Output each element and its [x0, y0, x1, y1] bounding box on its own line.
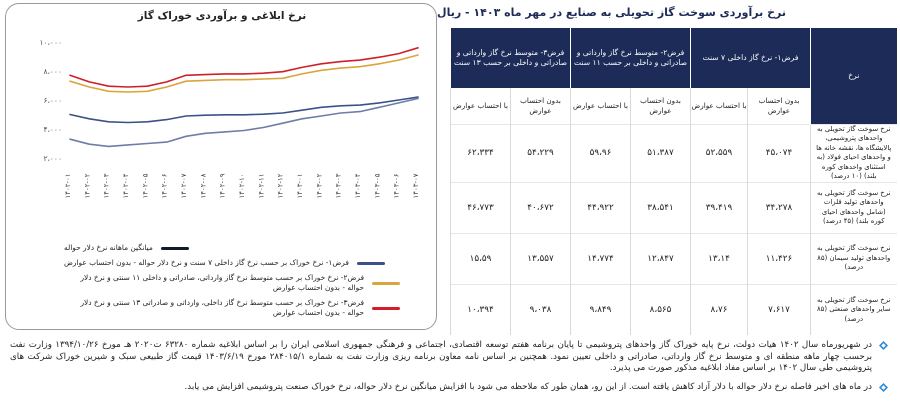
- diamond-bullet-icon: [879, 341, 888, 350]
- x-tick-label: ۱۴۰۲-۰۹: [218, 173, 227, 199]
- table-cell: ۴۰،۶۷۲: [511, 182, 571, 233]
- subheader-without-fees: بدون احتساب عوارض: [511, 88, 571, 124]
- x-tick-label: ۱۴۰۳-۰۳: [334, 173, 343, 199]
- x-tick-label: ۱۴۰۳-۰۲: [315, 173, 324, 199]
- row-label: نرخ سوخت گاز تحویلی به واحدهای تولید فلزات (شامل واحدهای احیای کوره بلند) (۴۵ درصد): [811, 182, 897, 233]
- chart-panel: [5, 3, 437, 330]
- legend-label: میانگین ماهانه نرخ دلار حواله: [64, 243, 153, 252]
- series-line: [70, 48, 418, 87]
- y-tick-label: ۸،۰۰۰: [43, 67, 62, 76]
- x-tick-label: ۱۴۰۲-۰۲: [83, 173, 92, 199]
- legend-item: [64, 243, 408, 253]
- row-label: نرخ سوخت گاز تحویلی به واحدهای پتروشیمی، پالایشگاه ها، نقشه خانه ها و واحدهای احیای فولاد (به استثنای واحدهای کوره بلند) (۱۰ درصد): [811, 124, 897, 182]
- x-tick-label: ۱۴۰۲-۱۰: [238, 173, 246, 199]
- table-cell: ۱۵،۵۹: [451, 233, 511, 284]
- table-cell: ۳۴،۲۷۸: [748, 182, 811, 233]
- table-cell: ۷،۶۱۷: [748, 284, 811, 335]
- legend-item: [64, 273, 408, 293]
- table-cell: ۸،۷۶: [691, 284, 748, 335]
- legend-label: فرض۲- نرخ خوراک بر حسب متوسط نرخ گاز وارداتی، صادراتی و داخلی ۱۱ سنتی و نرخ دلار حواله - بدون احتساب عوارض: [80, 273, 364, 292]
- table-cell: ۹،۰۳۸: [511, 284, 571, 335]
- y-tick-label: ۲،۰۰۰: [43, 154, 62, 163]
- table-cell: ۱۰،۳۹۴: [451, 284, 511, 335]
- x-tick-label: ۱۴۰۲-۰۶: [160, 173, 169, 199]
- table-cell: ۱۳،۵۵۷: [511, 233, 571, 284]
- table-cell: ۱۴،۷۷۴: [571, 233, 631, 284]
- table-cell: ۴۶،۷۷۳: [451, 182, 511, 233]
- x-tick-label: ۱۴۰۲-۰۴: [122, 173, 130, 199]
- line-chart: [6, 4, 438, 244]
- legend-label: فرض۳- نرخ خوراک بر حسب متوسط نرخ گاز داخلی، وارداتی و صادراتی ۱۳ سنتی و نرخ دلار حواله - بدون احتساب عوارض: [80, 298, 364, 317]
- note-item: [10, 340, 888, 375]
- table-cell: ۴۴،۹۲۲: [571, 182, 631, 233]
- group-header-3: فرض۳- متوسط نرخ گاز وارداتی و صادراتی و داخلی بر حسب ۱۳ سنت: [451, 28, 571, 88]
- group-header-1: فرض۱- نرخ گاز داخلی ۷ سنت: [691, 28, 811, 88]
- x-tick-label: ۱۴۰۳-۰۵: [373, 173, 382, 199]
- legend-item: [64, 258, 408, 268]
- table-title: نرخ برآوردی سوخت گاز تحویلی به صنایع در مهر ماه ۱۴۰۳ - ریال: [437, 6, 786, 19]
- legend-label: فرض۱- نرخ خوراک بر حسب نرخ گاز داخلی ۷ سنت و نرخ دلار حواله - بدون احتساب عوارض: [64, 258, 349, 267]
- legend-swatch: [161, 247, 189, 250]
- table-cell: ۴۵،۰۷۴: [748, 124, 811, 182]
- legend-swatch: [357, 262, 385, 265]
- table-row: [451, 182, 897, 233]
- table-cell: ۱۳،۱۴: [691, 233, 748, 284]
- table-cell: ۵۲،۵۵۹: [691, 124, 748, 182]
- chart-legend: [64, 243, 408, 323]
- x-tick-label: ۱۴۰۲-۱۱: [257, 173, 266, 199]
- subheader-with-fees: با احتساب عوارض: [451, 88, 511, 124]
- legend-item: [64, 298, 408, 318]
- legend-swatch: [372, 282, 400, 285]
- table-header-row: [451, 28, 897, 88]
- row-label: نرخ سوخت گاز تحویلی به واحدهای تولید سیمان (۸۵ درصد): [811, 233, 897, 284]
- subheader-without-fees: بدون احتساب عوارض: [631, 88, 691, 124]
- note-text: در ماه های اخیر فاصله نرخ دلار حواله با دلار آزاد کاهش یافته است. از این رو، همان طور که ملاحظه می شود با افزایش میانگین نرخ دلار حواله، نرخ خوراک صنعت پتروشیمی افزایش می یابد.: [184, 381, 872, 392]
- x-tick-label: ۱۴۰۲-۰۵: [141, 173, 150, 199]
- subheader-without-fees: بدون احتساب عوارض: [748, 88, 811, 124]
- table-cell: ۳۹،۴۱۹: [691, 182, 748, 233]
- table-cell: ۵۱،۳۸۷: [631, 124, 691, 182]
- x-tick-label: ۱۴۰۲-۰۸: [199, 173, 208, 199]
- y-tick-label: ۶،۰۰۰: [43, 96, 62, 105]
- x-tick-label: ۱۴۰۲-۰۳: [102, 173, 111, 199]
- notes: [10, 340, 888, 393]
- table-row: [451, 233, 897, 284]
- table-cell: ۹،۸۴۹: [571, 284, 631, 335]
- table-cell: ۵۹،۹۶: [571, 124, 631, 182]
- table-row: [451, 124, 897, 182]
- table-cell: ۸،۵۶۵: [631, 284, 691, 335]
- subheader-with-fees: با احتساب عوارض: [691, 88, 748, 124]
- x-tick-label: ۱۴۰۲-۰۱: [64, 173, 72, 199]
- note-text: در شهریورماه سال ۱۴۰۲ هیات دولت، نرخ پایه خوراک گاز واحدهای پتروشیمی تا پایان برنامه هفتم توسعه اقتصادی، اجتماعی و فرهنگی جمهوری اسلامی ایران را بر اساس ابلاغیه شماره ۶۳۲۸۰ ت۲۰۲۰ هـ مورخ ۱۳۹۴/۱۰/۲۶ وزارت نفت برحسب چهار ماهه منطقه ای و متوسط نرخ گاز وارداتی، صادراتی و داخلی تعیین نمود. همچنین بر اساس نامه معاون برنامه ریزی وزارت نفت به شماره ۲۸۴۰۱۵/۱ مورخ ۱۴۰۳/۶/۱۹ قیمت گاز طبیعی سبک و شیرین خوراک شرکت های پتروشیمی طی سال ۱۴۰۲ بر اساس مفاد ابلاغیه مذکور صورت می پذیرد.: [10, 340, 873, 374]
- x-tick-label: ۱۴۰۲-۱۲: [276, 173, 285, 199]
- x-tick-label: ۱۴۰۳-۰۴: [354, 173, 362, 199]
- legend-swatch: [372, 307, 400, 310]
- chart-title: نرخ ابلاغی و برآوردی خوراک گاز: [137, 10, 307, 22]
- table-cell: ۶۲،۳۳۴: [451, 124, 511, 182]
- table-row: [451, 284, 897, 335]
- row-label: نرخ سوخت گاز تحویلی به سایر واحدهای صنعتی (۸۵ درصد): [811, 284, 897, 335]
- x-tick-label: ۱۴۰۳-۰۶: [392, 173, 401, 199]
- note-item: [10, 382, 888, 394]
- table-cell: ۳۸،۵۴۱: [631, 182, 691, 233]
- y-tick-label: ۴،۰۰۰: [43, 125, 62, 134]
- row-header-cell: نرخ: [811, 28, 897, 124]
- table-cell: ۵۴،۲۲۹: [511, 124, 571, 182]
- table-cell: ۱۱،۴۲۶: [748, 233, 811, 284]
- diamond-bullet-icon: [879, 383, 888, 392]
- table-cell: ۱۲،۸۴۷: [631, 233, 691, 284]
- x-tick-label: ۱۴۰۲-۰۷: [180, 173, 188, 199]
- group-header-2: فرض۲- متوسط نرخ گاز وارداتی و صادراتی و داخلی بر حسب ۱۱ سنت: [571, 28, 691, 88]
- y-tick-label: ۱۰،۰۰۰: [39, 38, 62, 47]
- subheader-with-fees: با احتساب عوارض: [571, 88, 631, 124]
- x-tick-label: ۱۴۰۳-۰۷: [412, 173, 420, 199]
- x-tick-label: ۱۴۰۳-۰۱: [296, 173, 304, 199]
- fuel-price-table: [450, 28, 897, 335]
